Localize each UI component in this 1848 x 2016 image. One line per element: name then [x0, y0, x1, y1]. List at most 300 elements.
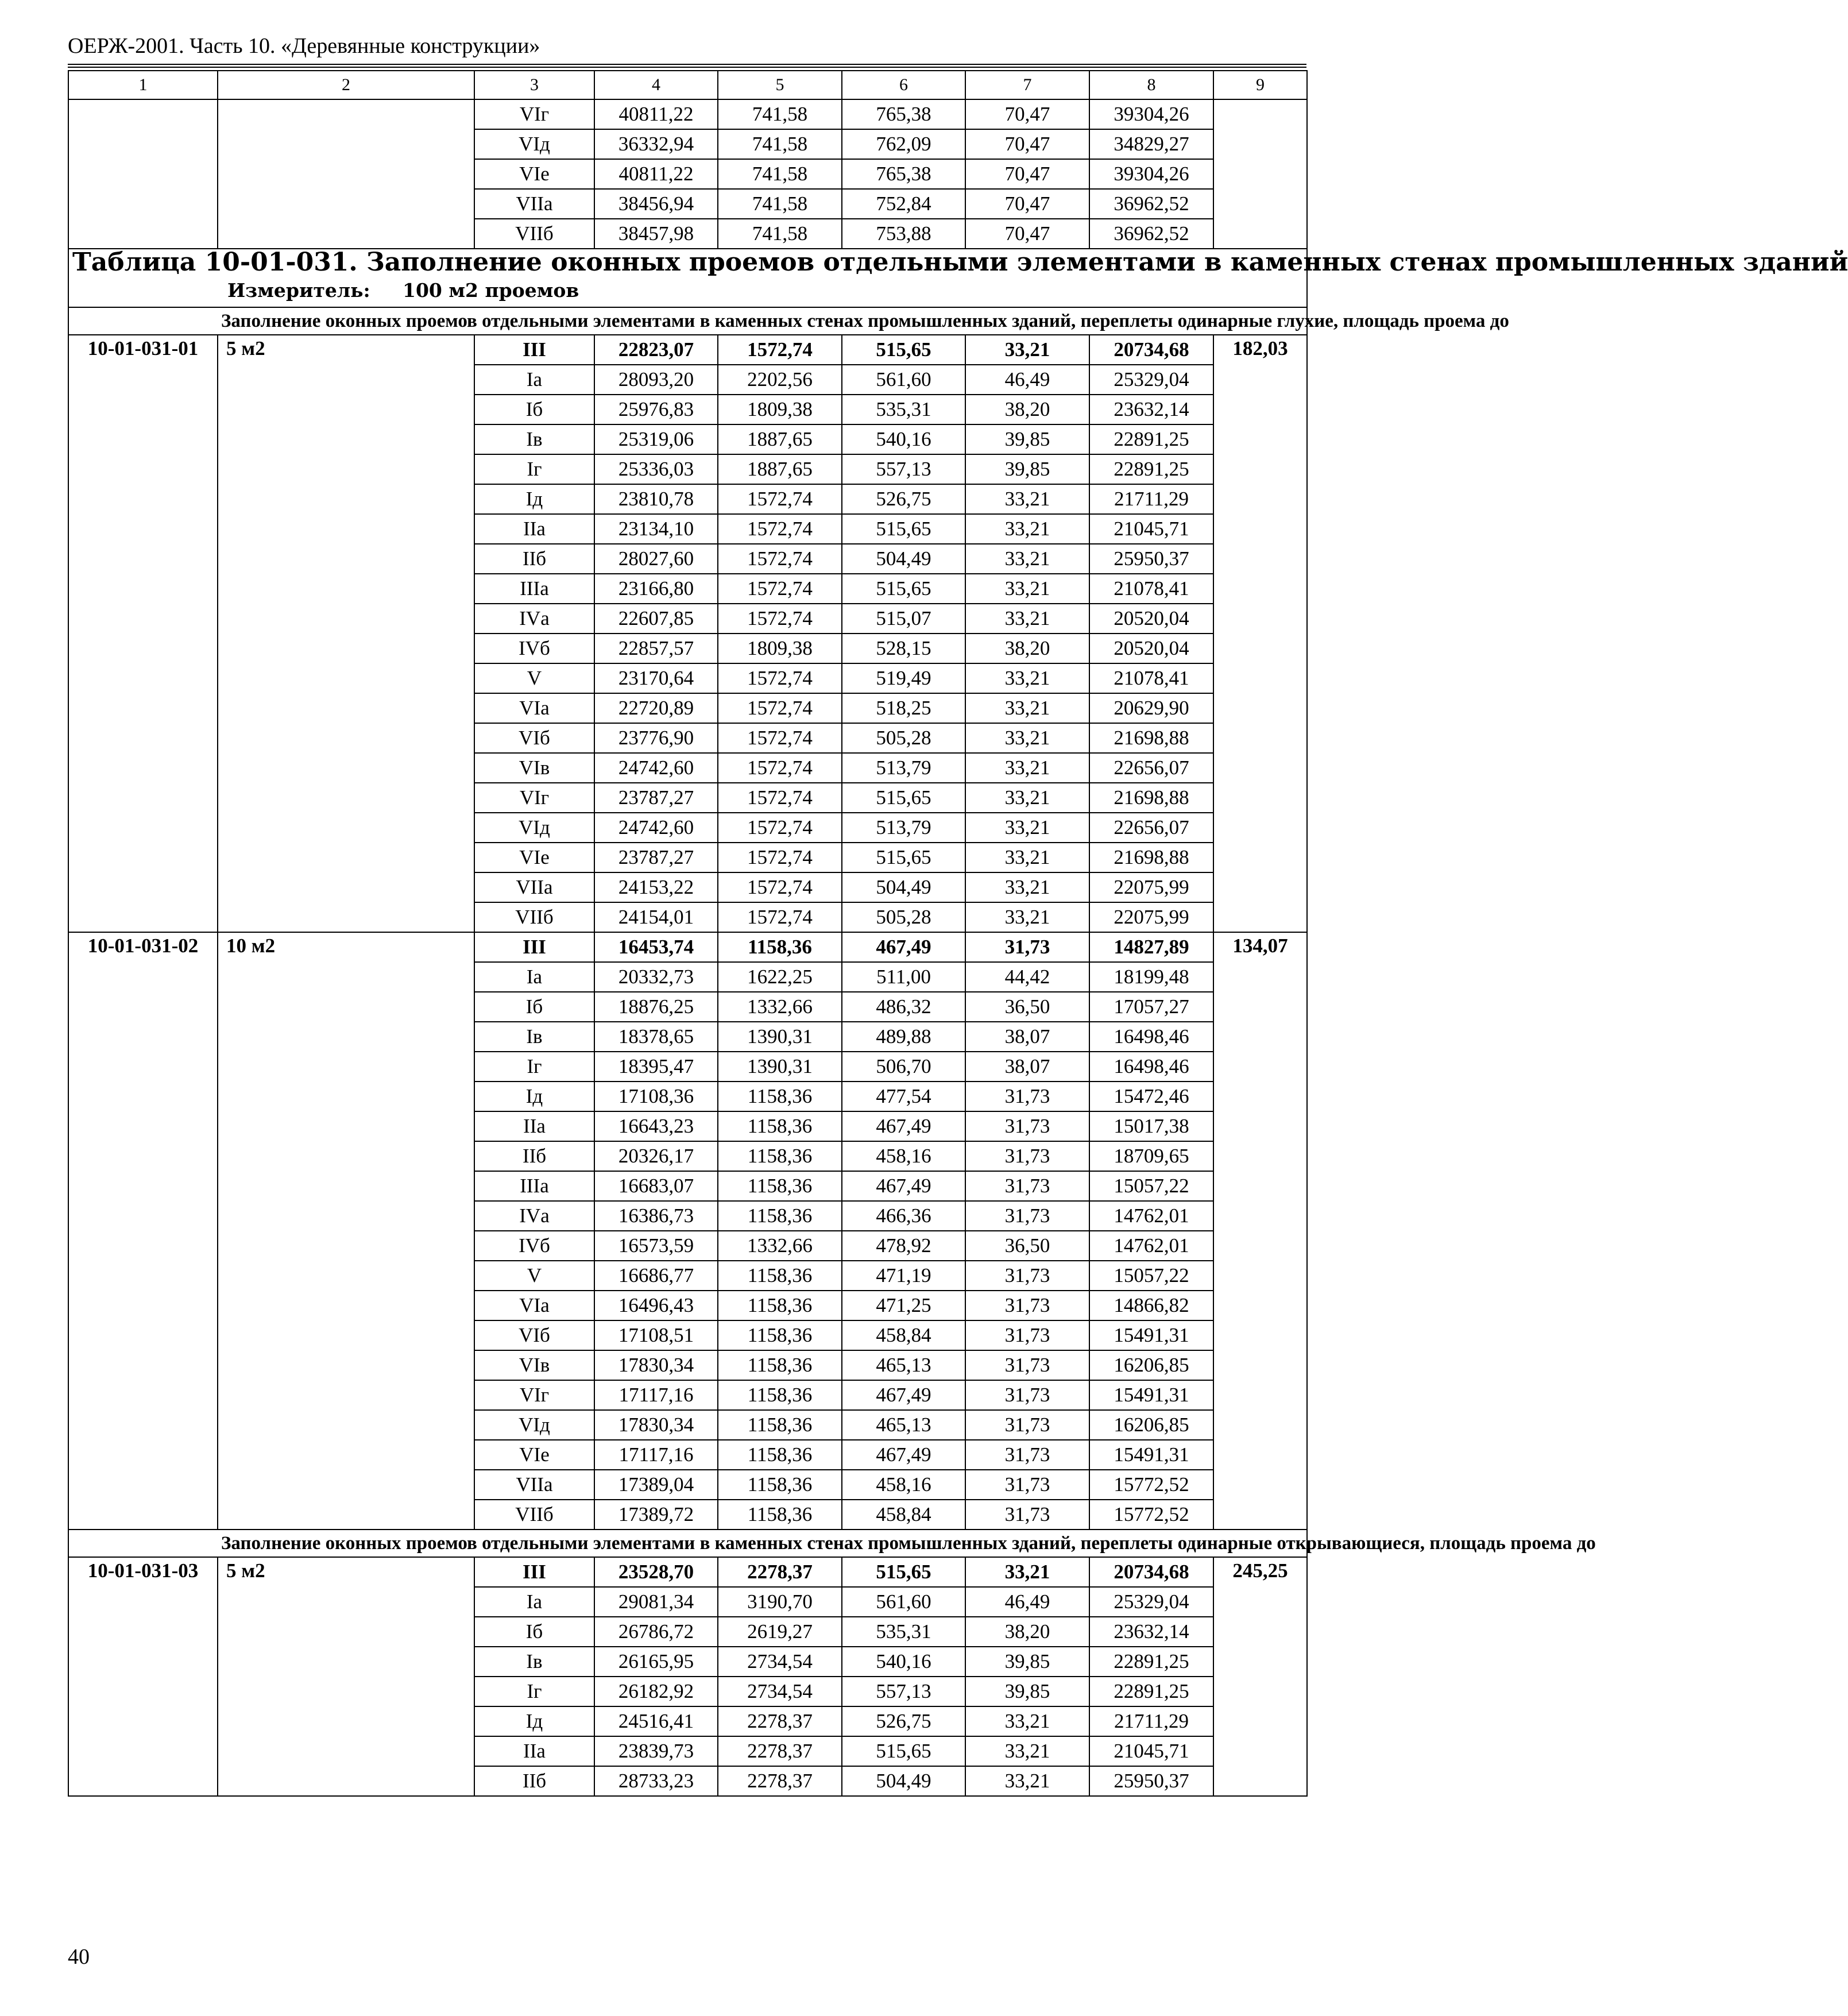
labor-cost-cell: 182,03	[1213, 335, 1307, 932]
total-cost-cell: 17830,34	[594, 1350, 718, 1380]
machines-cell: 477,54	[842, 1082, 965, 1111]
machines-cell: 506,70	[842, 1052, 965, 1082]
wages-cell: 1572,74	[718, 753, 842, 783]
wages-cell: 1622,25	[718, 962, 842, 992]
drivers-wages-cell: 36,50	[965, 1231, 1089, 1261]
page-number: 40	[68, 1945, 90, 1969]
machines-cell: 504,49	[842, 544, 965, 574]
column-number: 4	[594, 71, 718, 99]
zone-cell: IIа	[474, 1111, 594, 1141]
wages-cell: 1158,36	[718, 1470, 842, 1500]
drivers-wages-cell: 31,73	[965, 1201, 1089, 1231]
drivers-wages-cell: 33,21	[965, 1766, 1089, 1796]
drivers-wages-cell: 33,21	[965, 604, 1089, 634]
materials-cell: 21698,88	[1089, 843, 1213, 872]
drivers-wages-cell: 33,21	[965, 813, 1089, 843]
drivers-wages-cell: 38,07	[965, 1022, 1089, 1052]
wages-cell: 741,58	[718, 129, 842, 159]
materials-cell: 39304,26	[1089, 159, 1213, 189]
drivers-wages-cell: 39,85	[965, 454, 1089, 484]
machines-cell: 467,49	[842, 1111, 965, 1141]
machines-cell: 515,65	[842, 574, 965, 604]
total-cost-cell: 25336,03	[594, 454, 718, 484]
drivers-wages-cell: 33,21	[965, 1706, 1089, 1736]
machines-cell: 519,49	[842, 663, 965, 693]
total-cost-cell: 23776,90	[594, 723, 718, 753]
wages-cell: 2734,54	[718, 1647, 842, 1677]
drivers-wages-cell: 38,20	[965, 395, 1089, 424]
materials-cell: 25950,37	[1089, 544, 1213, 574]
materials-cell: 20629,90	[1089, 693, 1213, 723]
wages-cell: 741,58	[718, 189, 842, 219]
total-cost-cell: 24742,60	[594, 753, 718, 783]
machines-cell: 467,49	[842, 1380, 965, 1410]
materials-cell: 18199,48	[1089, 962, 1213, 992]
total-cost-cell: 20326,17	[594, 1141, 718, 1171]
drivers-wages-cell: 33,21	[965, 723, 1089, 753]
zone-cell: Iд	[474, 1082, 594, 1111]
machines-cell: 478,92	[842, 1231, 965, 1261]
drivers-wages-cell: 31,73	[965, 1410, 1089, 1440]
drivers-wages-cell: 33,21	[965, 693, 1089, 723]
materials-cell: 15491,31	[1089, 1380, 1213, 1410]
drivers-wages-cell: 33,21	[965, 1736, 1089, 1766]
zone-cell: VIд	[474, 129, 594, 159]
materials-cell: 22891,25	[1089, 1677, 1213, 1706]
total-cost-cell: 40811,22	[594, 159, 718, 189]
wages-cell: 1887,65	[718, 454, 842, 484]
total-cost-cell: 28093,20	[594, 365, 718, 395]
drivers-wages-cell: 39,85	[965, 1647, 1089, 1677]
wages-cell: 1572,74	[718, 872, 842, 902]
drivers-wages-cell: 31,73	[965, 1291, 1089, 1320]
total-cost-cell: 17117,16	[594, 1380, 718, 1410]
materials-cell: 21045,71	[1089, 1736, 1213, 1766]
total-cost-cell: 16686,77	[594, 1261, 718, 1291]
total-cost-cell: 38456,94	[594, 189, 718, 219]
machines-cell: 467,49	[842, 932, 965, 962]
total-cost-cell: 26165,95	[594, 1647, 718, 1677]
materials-cell: 36962,52	[1089, 219, 1213, 249]
machines-cell: 515,65	[842, 514, 965, 544]
machines-cell: 765,38	[842, 159, 965, 189]
column-number: 9	[1213, 71, 1307, 99]
materials-cell: 39304,26	[1089, 99, 1213, 129]
measure-label: Измеритель:	[227, 279, 370, 302]
machines-cell: 515,65	[842, 783, 965, 813]
machines-cell: 504,49	[842, 872, 965, 902]
section-heading-row	[68, 307, 1307, 335]
total-cost-cell: 22607,85	[594, 604, 718, 634]
machines-cell: 528,15	[842, 634, 965, 663]
drivers-wages-cell: 31,73	[965, 1440, 1089, 1470]
wages-cell: 2278,37	[718, 1557, 842, 1587]
total-cost-cell: 16573,59	[594, 1231, 718, 1261]
wages-cell: 1887,65	[718, 424, 842, 454]
materials-cell: 20520,04	[1089, 604, 1213, 634]
zone-cell: IIа	[474, 1736, 594, 1766]
machines-cell: 513,79	[842, 813, 965, 843]
wages-cell: 1158,36	[718, 1350, 842, 1380]
table-row	[68, 1557, 1307, 1587]
zone-cell: VIг	[474, 99, 594, 129]
wages-cell: 1158,36	[718, 1410, 842, 1440]
zone-cell: IVб	[474, 634, 594, 663]
materials-cell: 14762,01	[1089, 1231, 1213, 1261]
materials-cell: 36962,52	[1089, 189, 1213, 219]
machines-cell: 505,28	[842, 902, 965, 932]
total-cost-cell: 24742,60	[594, 813, 718, 843]
wages-cell: 1572,74	[718, 574, 842, 604]
machines-cell: 540,16	[842, 1647, 965, 1677]
wages-cell: 1572,74	[718, 544, 842, 574]
zone-cell: VIв	[474, 1350, 594, 1380]
rate-code-cell: 10-01-031-01	[68, 335, 218, 932]
zone-cell: IIа	[474, 514, 594, 544]
total-cost-cell: 23528,70	[594, 1557, 718, 1587]
wages-cell: 1158,36	[718, 1201, 842, 1231]
total-cost-cell: 23810,78	[594, 484, 718, 514]
materials-cell: 14762,01	[1089, 1201, 1213, 1231]
zone-cell: VIг	[474, 1380, 594, 1410]
total-cost-cell: 17117,16	[594, 1440, 718, 1470]
wages-cell: 1572,74	[718, 693, 842, 723]
wages-cell: 1572,74	[718, 843, 842, 872]
materials-cell: 21078,41	[1089, 574, 1213, 604]
materials-cell: 15491,31	[1089, 1440, 1213, 1470]
wages-cell: 1572,74	[718, 484, 842, 514]
wages-cell: 1158,36	[718, 1320, 842, 1350]
materials-cell: 20734,68	[1089, 335, 1213, 365]
zone-cell: IIб	[474, 544, 594, 574]
wages-cell: 1572,74	[718, 663, 842, 693]
total-cost-cell: 40811,22	[594, 99, 718, 129]
table-row	[68, 99, 1307, 129]
materials-cell: 15472,46	[1089, 1082, 1213, 1111]
materials-cell: 15057,22	[1089, 1261, 1213, 1291]
materials-cell: 15017,38	[1089, 1111, 1213, 1141]
measure-value: 100 м2 проемов	[403, 279, 579, 302]
drivers-wages-cell: 31,73	[965, 1171, 1089, 1201]
drivers-wages-cell: 31,73	[965, 1500, 1089, 1530]
drivers-wages-cell: 33,21	[965, 484, 1089, 514]
zone-cell: V	[474, 1261, 594, 1291]
zone-cell: Iа	[474, 962, 594, 992]
materials-cell: 25329,04	[1089, 1587, 1213, 1617]
drivers-wages-cell: 39,85	[965, 1677, 1089, 1706]
materials-cell: 21078,41	[1089, 663, 1213, 693]
drivers-wages-cell: 33,21	[965, 1557, 1089, 1587]
zone-cell: VIIа	[474, 872, 594, 902]
zone-cell: Iд	[474, 484, 594, 514]
drivers-wages-cell: 31,73	[965, 1380, 1089, 1410]
materials-cell: 17057,27	[1089, 992, 1213, 1022]
machines-cell: 557,13	[842, 1677, 965, 1706]
materials-cell: 23632,14	[1089, 395, 1213, 424]
wages-cell: 2202,56	[718, 365, 842, 395]
drivers-wages-cell: 39,85	[965, 424, 1089, 454]
wages-cell: 1572,74	[718, 813, 842, 843]
wages-cell: 1158,36	[718, 1082, 842, 1111]
machines-cell: 511,00	[842, 962, 965, 992]
drivers-wages-cell: 38,07	[965, 1052, 1089, 1082]
materials-cell: 25329,04	[1089, 365, 1213, 395]
page-header: ОЕРЖ-2001. Часть 10. «Деревянные конструкции»	[68, 34, 540, 58]
zone-cell: Iв	[474, 1022, 594, 1052]
materials-cell: 20520,04	[1089, 634, 1213, 663]
total-cost-cell: 17830,34	[594, 1410, 718, 1440]
machines-cell: 765,38	[842, 99, 965, 129]
drivers-wages-cell: 70,47	[965, 189, 1089, 219]
total-cost-cell: 26182,92	[594, 1677, 718, 1706]
machines-cell: 762,09	[842, 129, 965, 159]
zone-cell: Iб	[474, 992, 594, 1022]
column-number: 3	[474, 71, 594, 99]
code-cell	[68, 99, 218, 249]
table-title-row	[68, 249, 1307, 307]
wages-cell: 2278,37	[718, 1766, 842, 1796]
total-cost-cell: 22720,89	[594, 693, 718, 723]
total-cost-cell: 16643,23	[594, 1111, 718, 1141]
section-spacer	[68, 1530, 218, 1557]
zone-cell: VIд	[474, 1410, 594, 1440]
total-cost-cell: 26786,72	[594, 1617, 718, 1647]
total-cost-cell: 36332,94	[594, 129, 718, 159]
machines-cell: 466,36	[842, 1201, 965, 1231]
machines-cell: 557,13	[842, 454, 965, 484]
zone-cell: VIв	[474, 753, 594, 783]
zone-cell: IVб	[474, 1231, 594, 1261]
machines-cell: 471,19	[842, 1261, 965, 1291]
drivers-wages-cell: 31,73	[965, 932, 1089, 962]
total-cost-cell: 20332,73	[594, 962, 718, 992]
wages-cell: 1572,74	[718, 604, 842, 634]
header-rule	[68, 64, 1306, 65]
zone-cell: Iб	[474, 1617, 594, 1647]
zone-cell: V	[474, 663, 594, 693]
zone-cell: Iа	[474, 1587, 594, 1617]
wages-cell: 2278,37	[718, 1736, 842, 1766]
wages-cell: 741,58	[718, 159, 842, 189]
machines-cell: 515,65	[842, 1736, 965, 1766]
total-cost-cell: 25319,06	[594, 424, 718, 454]
zone-cell: IVа	[474, 604, 594, 634]
materials-cell: 23632,14	[1089, 1617, 1213, 1647]
machines-cell: 518,25	[842, 693, 965, 723]
drivers-wages-cell: 33,21	[965, 335, 1089, 365]
zone-cell: VIа	[474, 1291, 594, 1320]
wages-cell: 1332,66	[718, 992, 842, 1022]
column-number: 8	[1089, 71, 1213, 99]
machines-cell: 526,75	[842, 1706, 965, 1736]
total-cost-cell: 17389,04	[594, 1470, 718, 1500]
drivers-wages-cell: 33,21	[965, 843, 1089, 872]
materials-cell: 34829,27	[1089, 129, 1213, 159]
zone-cell: VIе	[474, 843, 594, 872]
wages-cell: 1572,74	[718, 723, 842, 753]
zone-cell: VIIа	[474, 189, 594, 219]
machines-cell: 540,16	[842, 424, 965, 454]
drivers-wages-cell: 70,47	[965, 129, 1089, 159]
wages-cell: 1158,36	[718, 1111, 842, 1141]
wages-cell: 1158,36	[718, 1500, 842, 1530]
zone-cell: Iг	[474, 1677, 594, 1706]
drivers-wages-cell: 31,73	[965, 1082, 1089, 1111]
drivers-wages-cell: 38,20	[965, 634, 1089, 663]
wages-cell: 1390,31	[718, 1022, 842, 1052]
total-cost-cell: 16496,43	[594, 1291, 718, 1320]
total-cost-cell: 22857,57	[594, 634, 718, 663]
zone-cell: VIа	[474, 693, 594, 723]
zone-cell: VIIб	[474, 1500, 594, 1530]
machines-cell: 465,13	[842, 1410, 965, 1440]
table-row	[68, 335, 1307, 365]
zone-cell: VIб	[474, 1320, 594, 1350]
total-cost-cell: 17108,51	[594, 1320, 718, 1350]
zone-cell: III	[474, 335, 594, 365]
machines-cell: 515,65	[842, 1557, 965, 1587]
drivers-wages-cell: 38,20	[965, 1617, 1089, 1647]
total-cost-cell: 17108,36	[594, 1082, 718, 1111]
machines-cell: 471,25	[842, 1291, 965, 1320]
materials-cell: 15772,52	[1089, 1470, 1213, 1500]
machines-cell: 752,84	[842, 189, 965, 219]
machines-cell: 561,60	[842, 1587, 965, 1617]
total-cost-cell: 18876,25	[594, 992, 718, 1022]
zone-cell: IIб	[474, 1141, 594, 1171]
machines-cell: 458,84	[842, 1320, 965, 1350]
drivers-wages-cell: 31,73	[965, 1350, 1089, 1380]
machines-cell: 535,31	[842, 395, 965, 424]
materials-cell: 21045,71	[1089, 514, 1213, 544]
zone-cell: VIб	[474, 723, 594, 753]
wages-cell: 1158,36	[718, 1141, 842, 1171]
total-cost-cell: 38457,98	[594, 219, 718, 249]
header-rule	[68, 67, 1306, 68]
total-cost-cell: 28027,60	[594, 544, 718, 574]
name-cell	[218, 99, 474, 249]
zone-cell: III	[474, 1557, 594, 1587]
total-cost-cell: 18395,47	[594, 1052, 718, 1082]
zone-cell: VIIб	[474, 219, 594, 249]
materials-cell: 16498,46	[1089, 1052, 1213, 1082]
wages-cell: 1809,38	[718, 395, 842, 424]
total-cost-cell: 18378,65	[594, 1022, 718, 1052]
wages-cell: 741,58	[718, 219, 842, 249]
wages-cell: 2734,54	[718, 1677, 842, 1706]
total-cost-cell: 16453,74	[594, 932, 718, 962]
wages-cell: 1332,66	[718, 1231, 842, 1261]
zone-cell: VIIа	[474, 1470, 594, 1500]
zone-cell: VIе	[474, 1440, 594, 1470]
total-cost-cell: 16683,07	[594, 1171, 718, 1201]
drivers-wages-cell: 31,73	[965, 1141, 1089, 1171]
drivers-wages-cell: 33,21	[965, 753, 1089, 783]
rate-name-cell: 10 м2	[218, 932, 474, 1530]
materials-cell: 22656,07	[1089, 753, 1213, 783]
zone-cell: VIд	[474, 813, 594, 843]
materials-cell: 22891,25	[1089, 1647, 1213, 1677]
drivers-wages-cell: 44,42	[965, 962, 1089, 992]
total-cost-cell: 23170,64	[594, 663, 718, 693]
materials-cell: 22656,07	[1089, 813, 1213, 843]
price-table	[68, 70, 1848, 1797]
table-row	[68, 932, 1307, 962]
zone-cell: VIIб	[474, 902, 594, 932]
materials-cell: 21711,29	[1089, 484, 1213, 514]
drivers-wages-cell: 31,73	[965, 1470, 1089, 1500]
machines-cell: 467,49	[842, 1171, 965, 1201]
wages-cell: 1572,74	[718, 514, 842, 544]
zone-cell: Iг	[474, 454, 594, 484]
total-cost-cell: 25976,83	[594, 395, 718, 424]
drivers-wages-cell: 31,73	[965, 1320, 1089, 1350]
measure-line	[72, 276, 1303, 307]
materials-cell: 20734,68	[1089, 1557, 1213, 1587]
drivers-wages-cell: 33,21	[965, 663, 1089, 693]
wages-cell: 1572,74	[718, 783, 842, 813]
labor-cost-cell: 134,07	[1213, 932, 1307, 1530]
wages-cell: 1158,36	[718, 1171, 842, 1201]
total-cost-cell: 23839,73	[594, 1736, 718, 1766]
column-number-row	[68, 71, 1307, 99]
drivers-wages-cell: 31,73	[965, 1111, 1089, 1141]
column-number: 5	[718, 71, 842, 99]
zone-cell: IIIа	[474, 1171, 594, 1201]
machines-cell: 526,75	[842, 484, 965, 514]
total-cost-cell: 24516,41	[594, 1706, 718, 1736]
machines-cell: 515,07	[842, 604, 965, 634]
drivers-wages-cell: 33,21	[965, 574, 1089, 604]
machines-cell: 489,88	[842, 1022, 965, 1052]
machines-cell: 535,31	[842, 1617, 965, 1647]
section-spacer	[68, 307, 218, 335]
total-cost-cell: 23134,10	[594, 514, 718, 544]
column-number: 6	[842, 71, 965, 99]
materials-cell: 16206,85	[1089, 1350, 1213, 1380]
machines-cell: 458,84	[842, 1500, 965, 1530]
total-cost-cell: 17389,72	[594, 1500, 718, 1530]
total-cost-cell: 23787,27	[594, 843, 718, 872]
zone-cell: Iд	[474, 1706, 594, 1736]
zone-cell: IVа	[474, 1201, 594, 1231]
drivers-wages-cell: 36,50	[965, 992, 1089, 1022]
materials-cell: 16498,46	[1089, 1022, 1213, 1052]
rate-name-cell: 5 м2	[218, 1557, 474, 1796]
materials-cell: 14827,89	[1089, 932, 1213, 962]
wages-cell: 1572,74	[718, 335, 842, 365]
rate-code-cell: 10-01-031-02	[68, 932, 218, 1530]
machines-cell: 465,13	[842, 1350, 965, 1380]
machines-cell: 515,65	[842, 335, 965, 365]
zone-cell: VIе	[474, 159, 594, 189]
wages-cell: 1158,36	[718, 932, 842, 962]
drivers-wages-cell: 70,47	[965, 219, 1089, 249]
section-heading-row	[68, 1530, 1307, 1557]
total-cost-cell: 23787,27	[594, 783, 718, 813]
machines-cell: 753,88	[842, 219, 965, 249]
total-cost-cell: 29081,34	[594, 1587, 718, 1617]
materials-cell: 21711,29	[1089, 1706, 1213, 1736]
machines-cell: 467,49	[842, 1440, 965, 1470]
materials-cell: 15057,22	[1089, 1171, 1213, 1201]
zone-cell: VIг	[474, 783, 594, 813]
total-cost-cell: 24153,22	[594, 872, 718, 902]
wages-cell: 1572,74	[718, 902, 842, 932]
zone-cell: III	[474, 932, 594, 962]
column-number: 7	[965, 71, 1089, 99]
wages-cell: 3190,70	[718, 1587, 842, 1617]
